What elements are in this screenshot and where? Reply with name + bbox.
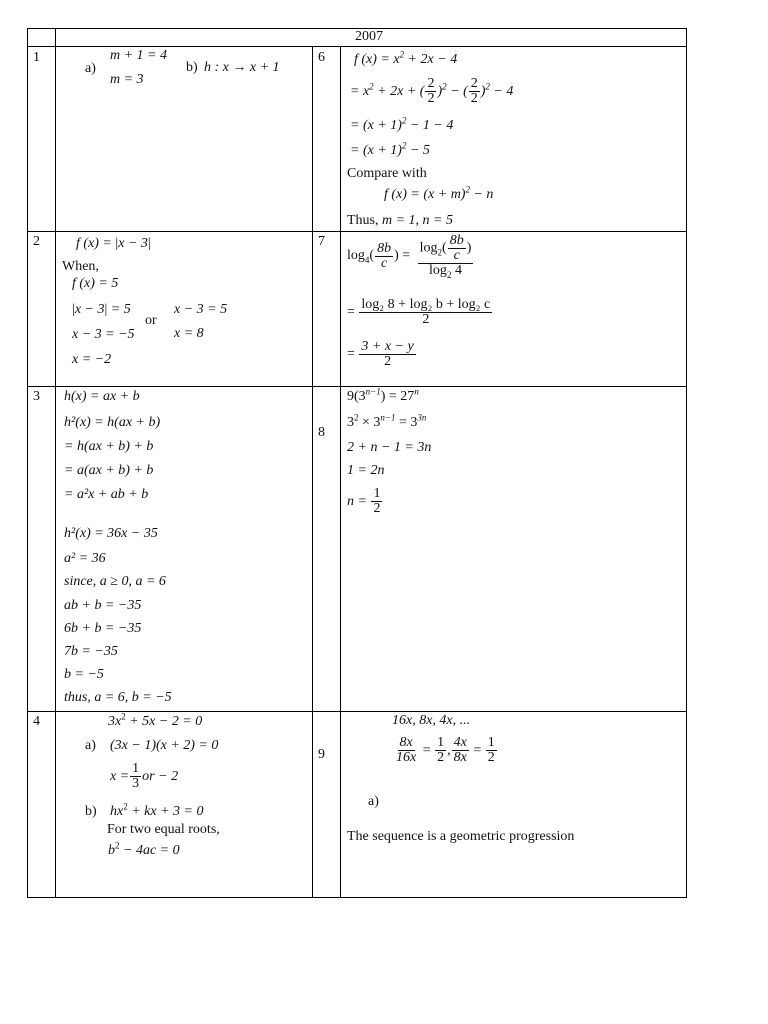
q6-line1	[354, 49, 458, 68]
q7-rhs-num-close: )	[466, 240, 472, 256]
q7-l2-frac	[359, 298, 492, 327]
q6-l4-b: − 5	[406, 143, 430, 158]
q6-l2-c: )	[437, 84, 443, 99]
q2-when-text: When,	[62, 259, 99, 274]
q4-b-line3	[108, 840, 180, 859]
question-number-8: 8	[318, 425, 325, 440]
q8-l2-c: = 3	[395, 415, 418, 430]
q2-line5: x = −2	[72, 352, 112, 367]
q3-line: thus, a = 6, b = −5	[64, 690, 172, 705]
question-number-9: 9	[318, 747, 325, 762]
q1-a-line1: m + 1 = 4	[110, 48, 168, 63]
q4-a-line2	[110, 762, 178, 792]
q6-l5-a: f (x) = (x + m)	[384, 187, 466, 202]
q8-line5	[347, 487, 383, 517]
q9-eq1: =	[422, 743, 431, 758]
question-number-6: 6	[318, 50, 325, 65]
q3-line: since, a ≥ 0, a = 6	[64, 574, 166, 589]
q4-a-frac-den: 3	[132, 776, 140, 792]
q7-log4-sub: 4	[364, 255, 370, 266]
q6-l3-sup: 2	[401, 115, 407, 126]
q3-line: 7b = −35	[64, 644, 118, 659]
q4-b-line3-b: − 4ac = 0	[119, 843, 180, 858]
q2-right-line1: x − 3 = 5	[174, 302, 228, 317]
q6-l1-sup: 2	[399, 49, 405, 60]
q7-rhs-num-log: log	[419, 240, 438, 256]
q6-l2-e-sup: 2	[485, 81, 490, 92]
q7-rhs-inner-den: c	[453, 248, 460, 263]
q6-l2-frac1-num: 2	[427, 76, 435, 92]
q8-line3: 2 + n − 1 = 3n	[347, 440, 432, 455]
q4-a-frac	[130, 762, 141, 791]
q2-right-line2: x = 8	[174, 326, 204, 341]
q7-l1-frac	[375, 242, 393, 271]
q6-thus-line	[347, 213, 453, 229]
q9-frac2-den: 2	[437, 750, 445, 766]
q3-line: = a²x + ab + b	[64, 487, 149, 502]
q8-l5-a: n =	[347, 494, 367, 509]
q9-frac4-num: 1	[487, 735, 495, 751]
q6-l2-frac1	[425, 77, 436, 106]
q8-l2-a: 3	[347, 415, 354, 430]
abs-bar-left: |	[115, 236, 119, 251]
table-border-bottom	[27, 897, 687, 898]
q9-ratio-line	[393, 736, 498, 766]
q7-rhs-inner-num: 8b	[449, 233, 464, 248]
q4-a-line2-a: x =	[110, 769, 130, 784]
q7-log4: log	[347, 248, 365, 264]
mid-col-divider	[312, 46, 313, 898]
year-header: 2007	[355, 29, 383, 44]
q4-b-line1-b: + kx + 3 = 0	[127, 804, 204, 819]
q2-l1-a: f (x) =	[76, 236, 116, 251]
q4-a-line2-b: or − 2	[142, 769, 179, 784]
q2-l1-abs: x − 3	[118, 236, 148, 251]
q7-line2	[347, 298, 493, 327]
row-divider-1	[27, 231, 687, 232]
q4-a-line1: (3x − 1)(x + 2) = 0	[110, 738, 219, 753]
num-col-divider-right	[340, 46, 341, 898]
q8-line2	[347, 412, 427, 431]
question-number-3: 3	[33, 389, 40, 404]
q7-line3	[347, 340, 417, 369]
q8-l2-b: × 3	[358, 415, 381, 430]
q6-thus-word: Thus,	[347, 213, 382, 228]
q3-line: ab + b = −35	[64, 598, 142, 613]
q9-conclusion: The sequence is a geometric progression	[347, 829, 575, 844]
q6-l2-frac2-den: 2	[470, 91, 478, 107]
q9-frac3-num: 4x	[453, 735, 467, 751]
q8-l1-b: ) = 27	[380, 389, 415, 404]
q4-a-label: a)	[85, 738, 96, 753]
q4-eq-sup: 2	[121, 711, 126, 722]
q7-rhs-num-sub: 2	[437, 247, 443, 258]
q6-l1-rhs: + 2x − 4	[404, 52, 458, 67]
q4-a-frac-num: 1	[132, 761, 140, 777]
q6-line4	[350, 140, 430, 159]
q6-thus-expr: m = 1, n = 5	[382, 213, 454, 228]
q6-l2-d: − (	[446, 84, 468, 99]
q1-a-line2: m = 3	[110, 72, 144, 87]
abs-bar-right: |	[104, 302, 108, 317]
q6-l2-c-sup: 2	[442, 81, 447, 92]
q7-rhs-frac	[418, 234, 474, 278]
q9-sequence: 16x, 8x, 4x, ...	[392, 713, 471, 728]
q3-line: h²(x) = h(ax + b)	[64, 415, 161, 430]
q4-b-line3-sup: 2	[115, 840, 120, 851]
q4-equation	[108, 711, 203, 730]
question-number-2: 2	[33, 234, 40, 249]
q3-line: = h(ax + b) + b	[64, 439, 154, 454]
q8-l1-sup: n−1	[365, 386, 381, 397]
table-header-divider	[27, 46, 687, 47]
q9-frac2-num: 1	[437, 735, 445, 751]
q9-frac3-den: 8x	[453, 750, 467, 766]
q6-l2-e: )	[480, 84, 486, 99]
q8-l5-frac	[371, 487, 382, 516]
q2-line1	[76, 236, 151, 252]
q6-l2-f: − 4	[489, 84, 514, 99]
row-divider-3	[27, 711, 687, 712]
q9-eq2: =	[473, 743, 482, 758]
q6-l2-frac2	[469, 77, 480, 106]
q4-eq-a: 3x	[108, 714, 122, 729]
q7-rhs-num-open: (	[442, 240, 447, 256]
q2-line2: f (x) = 5	[72, 276, 119, 291]
table-border-right	[686, 28, 687, 898]
q3-line: a² = 36	[64, 551, 106, 566]
abs-bar-left: |	[72, 302, 75, 317]
q6-l4-a: = (x + 1)	[350, 143, 402, 158]
q6-l3-a: = (x + 1)	[350, 118, 402, 133]
q6-compare-text: Compare with	[347, 166, 427, 181]
q9-frac2	[435, 736, 446, 765]
q6-line3	[350, 115, 454, 134]
num-col-divider-left	[55, 28, 56, 898]
q7-l3-num: 3 + x − y	[361, 339, 414, 354]
q1-b-label: b)	[186, 60, 198, 75]
q6-l4-sup: 2	[401, 140, 407, 151]
q7-l3-den: 2	[384, 354, 392, 369]
q6-l5-b: − n	[469, 187, 494, 202]
q6-line2	[350, 76, 513, 108]
q3-line: h²(x) = 36x − 35	[64, 526, 158, 541]
q7-rhs-den-b: 4	[451, 263, 462, 278]
q8-line4: 1 = 2n	[347, 463, 385, 478]
q4-eq-b: + 5x − 2 = 0	[125, 714, 203, 729]
q7-line1	[347, 234, 474, 278]
q2-line3	[72, 302, 131, 318]
q2-l3-b: = 5	[107, 302, 131, 317]
q7-l1-open: (	[369, 248, 375, 264]
q9-frac1-num: 8x	[399, 735, 413, 751]
q4-b-line1-sup: 2	[123, 801, 128, 812]
q4-b-label: b)	[85, 804, 97, 819]
q6-l3-b: − 1 − 4	[406, 118, 454, 133]
q4-b-line1	[110, 801, 204, 820]
q8-l2-sup3: 3n	[417, 412, 427, 423]
q2-line4: x − 3 = −5	[72, 327, 135, 342]
q7-l1-frac-num: 8b	[377, 240, 392, 256]
q6-l2-b: + 2x + (	[373, 84, 425, 99]
q7-rhs-den-sub: 2	[446, 269, 452, 280]
q1-a-label: a)	[85, 61, 96, 76]
q9-a-label: a)	[368, 794, 379, 809]
q3-line: 6b + b = −35	[64, 621, 142, 636]
q7-l1-close: ) =	[394, 248, 411, 264]
q8-l1-a: 9(3	[347, 389, 366, 404]
q1-b-expression: h : x → x + 1	[204, 60, 280, 75]
q9-frac1	[394, 736, 418, 765]
q6-line5	[384, 184, 494, 203]
q7-rhs-num	[418, 234, 474, 264]
q8-l2-sup1: 2	[354, 412, 359, 423]
q4-b-line1-a: hx	[110, 804, 124, 819]
q7-l2-den: 2	[422, 312, 430, 327]
q8-l1-sup2: n	[414, 386, 419, 397]
question-number-7: 7	[318, 234, 325, 249]
q6-l2-frac2-num: 2	[470, 76, 478, 92]
q3-line: h(x) = ax + b	[64, 389, 140, 404]
abs-bar-right: |	[147, 236, 151, 251]
question-number-1: 1	[33, 50, 40, 65]
q7-l2-num: log₂ 8 + log₂ b + log₂ c	[361, 297, 491, 312]
q6-l2-a: = x	[350, 84, 370, 99]
q8-l5-num: 1	[373, 486, 381, 502]
q3-line: b = −5	[64, 667, 104, 682]
q6-l2-a-sup: 2	[369, 81, 374, 92]
table-border-left	[27, 28, 28, 898]
q7-l2-eq: =	[347, 304, 355, 320]
q7-rhs-den-log: log	[429, 263, 447, 278]
question-number-4: 4	[33, 714, 40, 729]
q4-b-line3-a: b	[108, 843, 115, 858]
q9-comma: ,	[447, 743, 451, 758]
q6-l2-frac1-den: 2	[427, 91, 435, 107]
q6-l1-lhs: f (x) = x	[354, 52, 400, 67]
q3-line: = a(ax + b) + b	[64, 463, 154, 478]
q4-b-line2: For two equal roots,	[107, 822, 220, 837]
q8-l5-den: 2	[373, 501, 381, 517]
q9-frac3	[452, 736, 469, 765]
row-divider-2	[27, 386, 687, 387]
q2-or-text: or	[145, 313, 157, 328]
q8-l2-sup2: n−1	[380, 412, 396, 423]
q8-line1	[347, 386, 419, 405]
q7-rhs-inner-frac	[448, 234, 466, 263]
q7-rhs-den	[427, 264, 464, 278]
q7-l1-frac-den: c	[380, 255, 388, 271]
q9-frac4	[486, 736, 497, 765]
q2-l3-abs: x − 3	[74, 302, 105, 317]
q9-frac4-den: 2	[487, 750, 495, 766]
q7-l3-frac	[359, 340, 415, 369]
q6-l5-sup: 2	[465, 184, 470, 195]
q9-frac1-den: 16x	[396, 750, 417, 766]
q7-l3-eq: =	[347, 346, 355, 362]
